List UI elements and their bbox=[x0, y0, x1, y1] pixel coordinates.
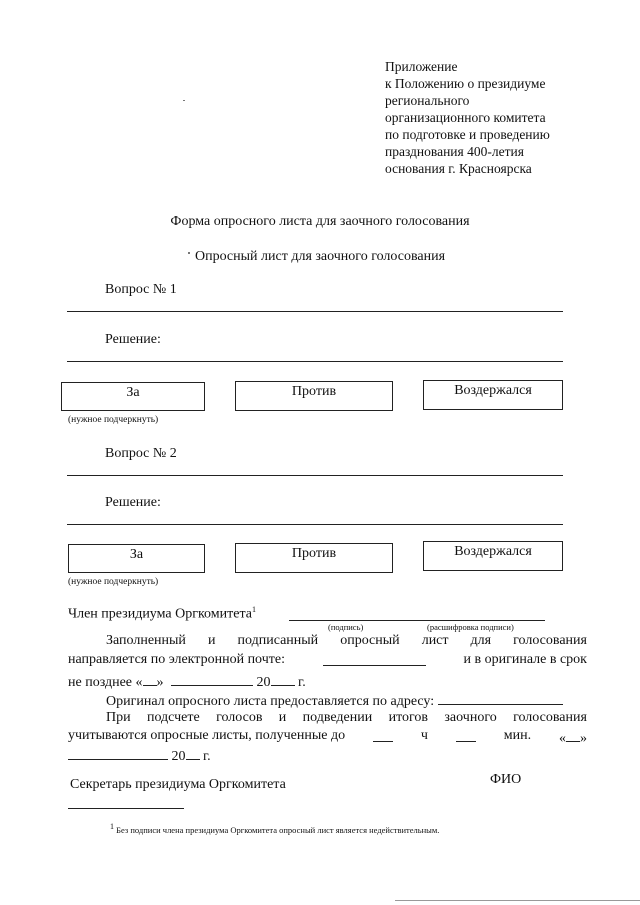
hour-blank[interactable] bbox=[373, 728, 393, 742]
text: 20 bbox=[171, 749, 186, 764]
text: учитываются опросные листы, полученные до bbox=[68, 728, 346, 743]
paragraph-2 bbox=[106, 691, 563, 710]
month-blank[interactable] bbox=[171, 672, 253, 686]
decision-2-line[interactable] bbox=[67, 524, 563, 525]
vote-abstain-2-button[interactable] bbox=[423, 541, 563, 571]
footnote-text: Без подписи члена президиума Оргкомитета опросный лист является недействительным. bbox=[116, 824, 440, 835]
appendix-block bbox=[385, 58, 550, 177]
date-open bbox=[559, 728, 587, 747]
text: » bbox=[156, 675, 164, 690]
year-blank[interactable] bbox=[186, 746, 200, 760]
signature-caption: (подпись) bbox=[328, 622, 364, 632]
footnote bbox=[110, 822, 439, 835]
word: подведении bbox=[302, 710, 373, 725]
appendix-line: регионального bbox=[385, 93, 470, 108]
vote-abstain-label: Воздержался bbox=[454, 544, 532, 559]
text: Оригинал опросного листа предоставляется по адресу: bbox=[106, 694, 435, 709]
text: г. bbox=[203, 749, 211, 764]
decision-1-label: Решение: bbox=[105, 332, 161, 347]
vote-against-1-button[interactable] bbox=[235, 381, 393, 411]
vote-abstain-label: Воздержался bbox=[454, 383, 532, 398]
scan-speck bbox=[183, 100, 185, 101]
word: и bbox=[278, 710, 287, 725]
text: направляется по электронной почте: bbox=[68, 652, 285, 667]
text: и в оригинале в срок bbox=[463, 652, 587, 667]
vote-for-label: За bbox=[129, 547, 144, 562]
form-title: Форма опросного листа для заочного голосования bbox=[170, 214, 470, 229]
word: голосования bbox=[513, 633, 587, 648]
secretary-label: Секретарь президиума Оргкомитета bbox=[70, 777, 286, 792]
text: мин. bbox=[503, 728, 532, 743]
vote-for-label: За bbox=[126, 385, 140, 400]
word: подсчете bbox=[146, 710, 200, 725]
word: лист bbox=[421, 633, 449, 648]
day-blank[interactable] bbox=[566, 728, 580, 742]
vote-for-2-button[interactable] bbox=[68, 544, 205, 573]
decision-1-line[interactable] bbox=[67, 361, 563, 362]
paragraph-3-line-2 bbox=[68, 728, 587, 747]
month-blank[interactable] bbox=[68, 746, 168, 760]
word: голосования bbox=[513, 710, 587, 725]
decoding-caption: (расшифровка подписи) bbox=[427, 622, 514, 632]
question-2-line[interactable] bbox=[67, 475, 563, 476]
appendix-line: организационного комитета bbox=[385, 110, 546, 125]
vote-against-label: Против bbox=[291, 384, 337, 399]
scan-edge bbox=[395, 900, 640, 901]
appendix-line: основания г. Красноярска bbox=[385, 161, 532, 176]
text: » bbox=[580, 731, 587, 746]
word: заочного bbox=[444, 710, 497, 725]
signature-line[interactable] bbox=[289, 620, 545, 621]
text: 20 bbox=[256, 675, 271, 690]
paragraph-1-line-3 bbox=[68, 672, 306, 691]
secretary-fio: ФИО bbox=[490, 772, 522, 787]
appendix-line: к Положению о президиуме bbox=[385, 76, 546, 91]
decision-2-label: Решение: bbox=[105, 495, 161, 510]
word: опросный bbox=[340, 633, 400, 648]
address-blank[interactable] bbox=[438, 691, 563, 705]
year-blank[interactable] bbox=[271, 672, 295, 686]
vote-against-2-button[interactable] bbox=[235, 543, 393, 573]
paragraph-3-line-1 bbox=[106, 710, 587, 726]
question-2-label: Вопрос № 2 bbox=[105, 446, 177, 461]
appendix-line: Приложение bbox=[385, 59, 458, 74]
question-1-line[interactable] bbox=[67, 311, 563, 312]
word: для bbox=[470, 633, 492, 648]
underline-note-1: (нужное подчеркнуть) bbox=[68, 415, 159, 425]
vote-against-label: Против bbox=[291, 546, 337, 561]
vote-for-1-button[interactable] bbox=[61, 382, 205, 411]
word: голосов bbox=[216, 710, 263, 725]
vote-abstain-1-button[interactable] bbox=[423, 380, 563, 410]
word: и bbox=[207, 633, 216, 648]
member-label-text: Член президиума Оргкомитета bbox=[68, 606, 252, 622]
footnote-mark: 1 bbox=[110, 822, 114, 831]
text: г. bbox=[298, 675, 306, 690]
footnote-separator bbox=[68, 808, 184, 809]
paragraph-3-line-3 bbox=[68, 746, 211, 765]
minute-blank[interactable] bbox=[456, 728, 476, 742]
word: подписанный bbox=[237, 633, 319, 648]
day-blank[interactable] bbox=[143, 672, 157, 686]
appendix-line: празднования 400-летия bbox=[385, 144, 524, 159]
word: Заполненный bbox=[106, 633, 186, 648]
word: итогов bbox=[388, 710, 429, 725]
text: ч bbox=[420, 728, 428, 743]
question-1-label: Вопрос № 1 bbox=[105, 282, 177, 297]
sheet-title: Опросный лист для заочного голосования bbox=[194, 249, 446, 264]
word: При bbox=[106, 710, 131, 725]
paragraph-1-line-2 bbox=[68, 652, 587, 668]
text: не позднее « bbox=[68, 675, 143, 690]
appendix-line: по подготовке и проведению bbox=[385, 127, 550, 142]
member-label bbox=[68, 605, 256, 623]
paragraph-1-line-1 bbox=[106, 633, 587, 649]
underline-note-2: (нужное подчеркнуть) bbox=[68, 577, 159, 587]
footnote-mark: 1 bbox=[251, 605, 256, 614]
text: « bbox=[559, 731, 566, 746]
email-blank[interactable] bbox=[323, 652, 426, 666]
scan-speck bbox=[188, 252, 190, 254]
